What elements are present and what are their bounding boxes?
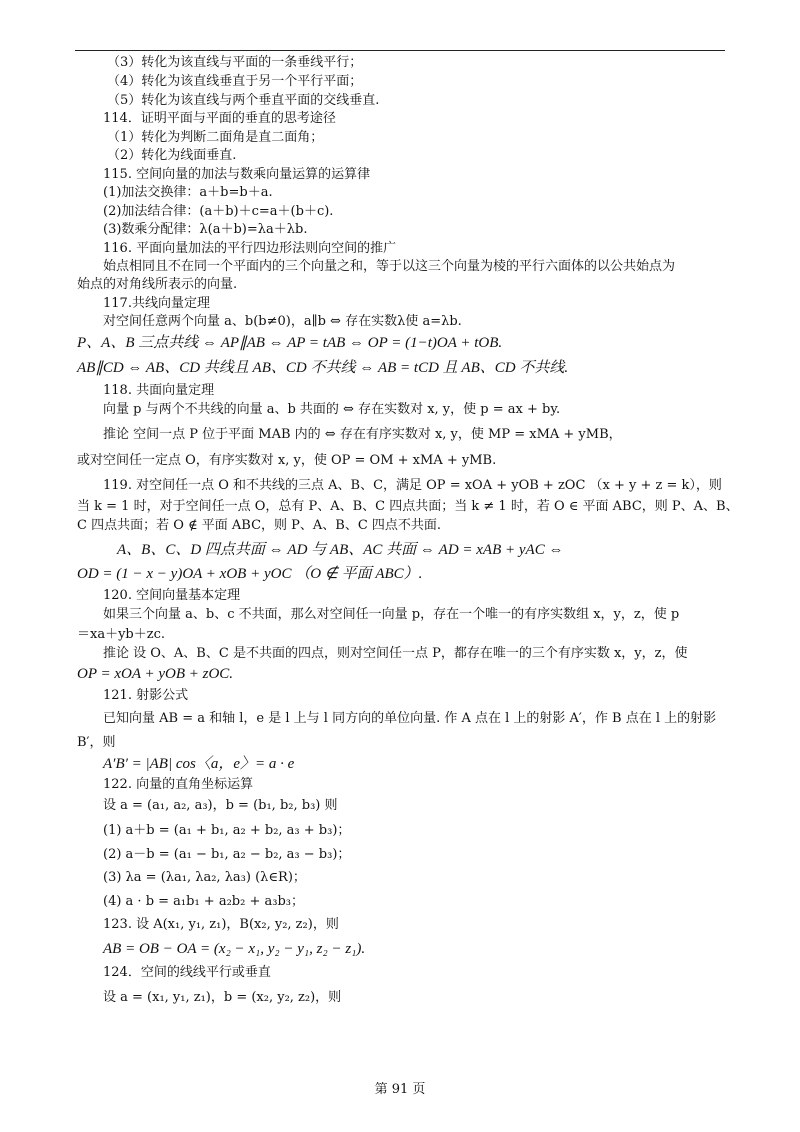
text-line: （5）转化为该直线与两个垂直平面的交线垂直. [107,93,380,108]
section-heading: 117.共线向量定理 [103,296,210,311]
text-line: B′，则 [77,735,116,750]
text-line: （4）转化为该直线垂直于另一个平行平面； [107,74,363,89]
formula-line: (1) a＋b = (a₁ + b₁, a₂ + b₂, a₃ + b₃)； [103,823,351,838]
text-line: （1）转化为判断二面角是直二面角； [107,130,324,145]
text-line: 已知向量 AB = a 和轴 l，e 是 l 上与 l 同方向的单位向量. 作 A 点在 l 上的射影 A′，作 B 点在 l 上的射影 [103,711,717,726]
text-line: 推论 空间一点 P 位于平面 MAB 内的 ⇔ 存在有序实数对 x, y，使 MP = xMA + yMB， [103,427,622,442]
section-heading: 114．证明平面与平面的垂直的思考途径 [103,111,336,126]
text-line: （3）转化为该直线与平面的一条垂线平行； [107,55,363,70]
formula-line: AB = OB − OA = (x₂ − x₁, y₂ − y₁, z₂ − z₁). [103,941,366,957]
formula-line: 设 a = (x₁, y₁, z₁)，b = (x₂, y₂, z₂)，则 [103,990,342,1005]
text-line: (3)数乘分配律：λ(a＋b)=λa＋λb. [103,222,308,237]
text-line: C 四点共面；若 O ∉ 平面 ABC，则 P、A、B、C 四点不共面. [77,518,442,533]
section-heading: 115. 空间向量的加法与数乘向量运算的运算律 [103,167,371,182]
section-heading: 124．空间的线线平行或垂直 [103,965,271,980]
text-line: 或对空间任一定点 O，有序实数对 x, y，使 OP = OM + xMA + yMB. [77,453,497,468]
formula-line: OD = (1 − x − y)OA + xOB + yOC （O ∉ 平面 ABC）. [77,566,423,582]
page-number: 第 91 页 [374,1082,426,1097]
formula-line: (3) λa = (λa₁, λa₂, λa₃) (λ∈R)； [103,870,306,885]
section-heading: 122. 向量的直角坐标运算 [103,777,254,792]
formula-line: (2) a－b = (a₁ − b₁, a₂ − b₂, a₃ − b₃)； [103,847,351,862]
section-heading: 121. 射影公式 [103,688,189,703]
text-line: 123. 设 A(x₁, y₁, z₁)，B(x₂, y₂, z₂)，则 [103,917,339,932]
text-line: 如果三个向量 a、b、c 不共面，那么对空间任一向量 p，存在一个唯一的有序实数组 x，y，z，使 p [103,607,680,622]
text-line: 对空间任意两个向量 a、b(b≠0)，a∥b ⇔ 存在实数λ使 a=λb. [103,314,462,329]
formula-line: AB∥CD ⇔ AB、CD 共线且 AB、CD 不共线 ⇔ AB = tCD 且 AB、CD 不共线. [77,360,569,376]
formula-line: OP = xOA + yOB + zOC. [77,666,234,682]
text-line: 始点相同且不在同一个平面内的三个向量之和，等于以这三个向量为棱的平行六面体的以公共始点为 [103,259,676,274]
text-line: 向量 p 与两个不共线的向量 a、b 共面的 ⇔ 存在实数对 x, y，使 p = ax + by. [103,402,561,417]
text-line: （2）转化为线面垂直. [107,148,237,163]
formula-line: A′B′ = |AB| cos〈a，e〉= a · e [103,756,295,772]
text-line: (2)加法结合律：(a＋b)＋c=a＋(b＋c). [103,204,334,219]
section-heading: 120. 空间向量基本定理 [103,588,241,603]
formula-line: P、A、B 三点共线 ⇔ AP∥AB ⇔ AP = tAB ⇔ OP = (1−t)OA + tOB. [77,335,503,351]
text-line: 119. 对空间任一点 O 和不共线的三点 A、B、C，满足 OP = xOA + yOB + zOC （x + y + z = k），则 [103,478,722,493]
text-line: ＝xa＋yb＋zc. [77,627,166,642]
text-line: 推论 设 O、A、B、C 是不共面的四点，则对空间任一点 P，都存在唯一的三个有序实数 x，y，z，使 [103,646,688,661]
text-line: (1)加法交换律：a＋b=b＋a. [103,185,273,200]
section-heading: 116. 平面向量加法的平行四边形法则向空间的推广 [103,241,397,256]
section-heading: 118. 共面向量定理 [103,383,215,398]
text-line: 始点的对角线所表示的向量. [77,277,238,292]
text-line: 当 k = 1 时，对于空间任一点 O，总有 P、A、B、C 四点共面；当 k ≠ 1 时，若 O ∈ 平面 ABC，则 P、A、B、 [77,499,739,514]
formula-line: (4) a · b = a₁b₁ + a₂b₂ + a₃b₃； [103,894,304,909]
text-line: 设 a = (a₁, a₂, a₃)，b = (b₁, b₂, b₃) 则 [103,798,338,813]
header-rule [75,50,725,51]
formula-line: A、B、C、D 四点共面 ⇔ AD 与 AB、AC 共面 ⇔ AD = xAB + yAC ⇔ [117,542,564,558]
